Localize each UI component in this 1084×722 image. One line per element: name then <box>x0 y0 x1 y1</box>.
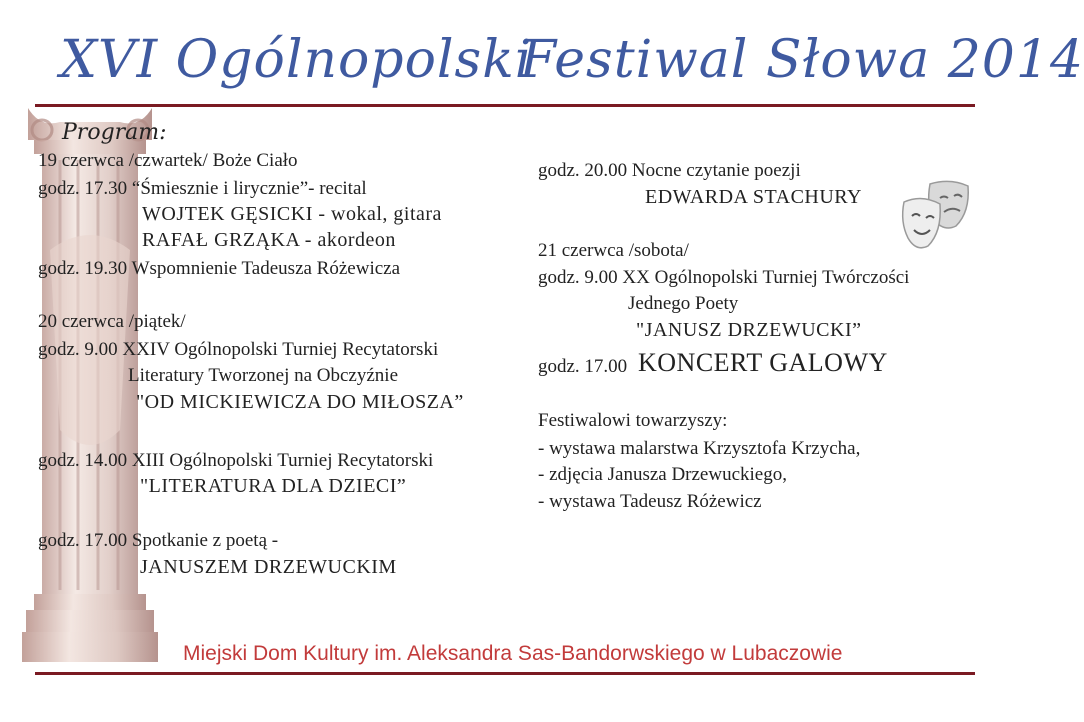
accompanying-heading: Festiwalowi towarzyszy: <box>538 410 728 431</box>
program-label: Program: <box>62 120 167 145</box>
accompanying-item-1: - wystawa malarstwa Krzysztofa Krzycha, <box>538 438 861 459</box>
performer-grzaka: RAFAŁ GRZĄKA - akordeon <box>142 229 396 251</box>
event-turniej-xiii-title: "LITERATURA DLA DZIECI” <box>140 475 407 497</box>
theater-masks-icon <box>900 178 972 258</box>
event-turniej-xx-sub: Jednego Poety <box>628 293 739 314</box>
performer-gesicki: WOJTEK GĘSICKI - wokal, gitara <box>142 203 442 225</box>
top-divider <box>35 104 975 107</box>
date-june-21: 21 czerwca /sobota/ <box>538 240 689 261</box>
event-nocne-czytanie-name: EDWARDA STACHURY <box>645 186 862 208</box>
date-june-20: 20 czerwca /piątek/ <box>38 311 186 332</box>
bottom-divider <box>35 672 975 675</box>
event-turniej-xx: godz. 9.00 XX Ogólnopolski Turniej Twórczości <box>538 267 910 288</box>
accompanying-item-2: - zdjęcia Janusza Drzewuckiego, <box>538 464 787 485</box>
event-recital: godz. 17.30 “Śmiesznie i lirycznie”- recital <box>38 178 367 199</box>
event-turniej-xxiv-sub: Literatury Tworzonej na Obczyźnie <box>128 365 399 386</box>
event-turniej-xiii: godz. 14.00 XIII Ogólnopolski Turniej Recytatorski <box>38 450 434 471</box>
event-koncert-time: godz. 17.00 <box>538 356 628 377</box>
footer-institution: Miejski Dom Kultury im. Aleksandra Sas-Bandorwskiego w Lubaczowie <box>183 642 843 665</box>
accompanying-item-3: - wystawa Tadeusz Różewicz <box>538 491 762 512</box>
event-spotkanie: godz. 17.00 Spotkanie z poetą - <box>38 530 279 551</box>
event-turniej-xx-title: "JANUSZ DRZEWUCKI” <box>636 319 862 341</box>
event-koncert-title: KONCERT GALOWY <box>638 348 888 377</box>
event-turniej-xxiv: godz. 9.00 XXIV Ogólnopolski Turniej Recytatorski <box>38 339 439 360</box>
event-wspomnienie: godz. 19.30 Wspomnienie Tadeusza Różewicza <box>38 258 401 279</box>
event-turniej-xxiv-title: "OD MICKIEWICZA DO MIŁOSZA” <box>136 391 464 413</box>
event-spotkanie-name: JANUSZEM DRZEWUCKIM <box>140 556 397 578</box>
title-right: Festiwal Słowa 2014 <box>520 30 1084 90</box>
date-june-19: 19 czerwca /czwartek/ Boże Ciało <box>38 150 298 171</box>
title-left: XVI Ogólnopolski <box>60 30 533 90</box>
event-nocne-czytanie: godz. 20.00 Nocne czytanie poezji <box>538 160 801 181</box>
